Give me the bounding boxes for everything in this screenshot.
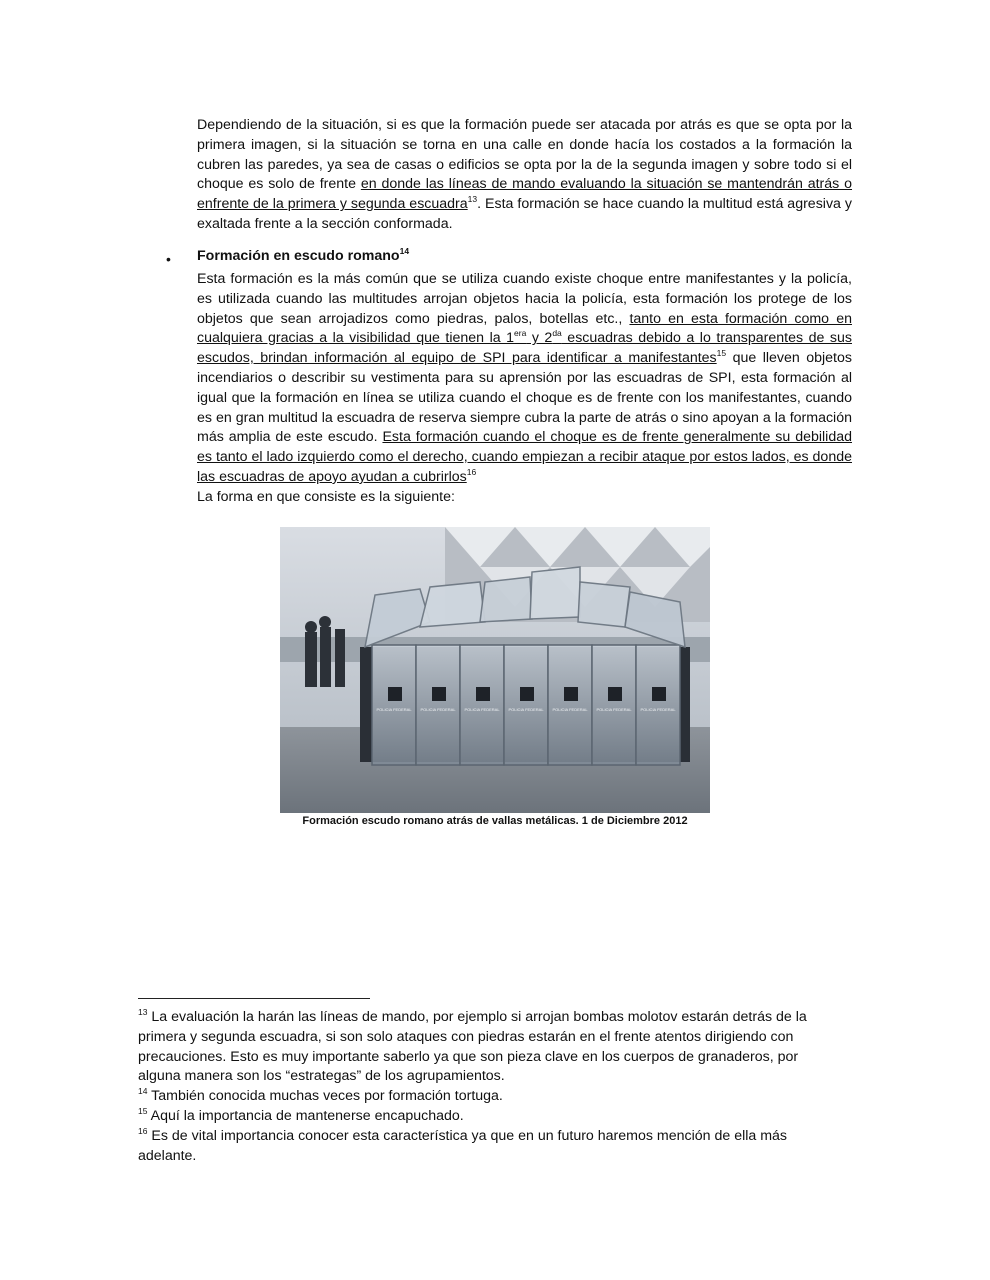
underlined-fragment: y 2	[526, 330, 553, 347]
footnote-number: 14	[138, 1086, 148, 1096]
underlined-fragment: tanto en esta formación como en cualquiera gracias a la visibilidad que tienen la 1	[197, 310, 852, 347]
paragraph-text: Dependiendo de la situación, si es que la formación puede ser atacada por atrás es que se opta por la primera imagen, si la situación se torna en una calle en donde hacía los costados a la formación la cubren las paredes, ya sea de casas o edificios se opta por la de la segunda imagen y sobre todo si el choque es solo de frente	[197, 117, 852, 193]
shield-wall	[360, 567, 690, 765]
paragraph-formation-choice	[197, 116, 852, 235]
heading-text: Formación en escudo romano	[197, 248, 400, 264]
footnote-text: Aquí la importancia de mantenerse encapuchado.	[147, 1108, 464, 1124]
paragraph-escudo-romano	[197, 270, 852, 508]
footnote-ref-16[interactable]: 16	[466, 466, 477, 477]
ordinal-superscript: era	[514, 328, 527, 339]
photo-illustration	[280, 527, 710, 813]
footnote-15	[138, 1107, 838, 1127]
footnote-ref-15[interactable]: 15	[716, 348, 727, 359]
shield-label: POLICIA FEDERAL	[464, 707, 500, 712]
riot-police-photo	[280, 527, 710, 813]
underlined-text: Esta formación cuando el choque es de frente generalmente su debilidad es tanto el lado izquierdo como el derecho, cuando empiezan a recibir ataque por estos lados, es donde las escuadras de apoyo ayudan a cubrirlos	[197, 429, 852, 485]
footnote-ref-13[interactable]: 13	[467, 194, 478, 205]
intro-line: La forma en que consiste es la siguiente:	[197, 488, 455, 505]
paragraph-text: Esta formación es la más común que se utiliza cuando existe choque entre manifestantes y la policía, es utilizada cuando las multitudes arrojan objetos hacia la policía, esta formación los protege de los objetos que sean arrojadizos como piedras, palos, botellas etc.,	[197, 271, 852, 327]
figure-caption: Formación escudo romano atrás de vallas metálicas. 1 de Diciembre 2012	[302, 815, 688, 827]
footnote-number: 13	[138, 1007, 148, 1017]
shield-label: POLICIA FEDERAL	[552, 707, 588, 712]
footnote-separator	[138, 998, 370, 999]
shield-label: POLICIA FEDERAL	[596, 707, 632, 712]
footnote-number: 16	[138, 1126, 148, 1136]
footnote-16	[138, 1127, 838, 1167]
shield-label: POLICIA FEDERAL	[376, 707, 412, 712]
footnote-ref-14[interactable]: 14	[399, 246, 410, 256]
bullet-icon: •	[166, 251, 171, 267]
footnote-14	[138, 1087, 838, 1107]
footnote-text: También conocida muchas veces por formación tortuga.	[147, 1088, 503, 1104]
paragraph-text: . Esta formación se hace cuando la multitud está agresiva y exaltada frente a la sección conformada.	[197, 196, 852, 232]
underlined-text: en donde las líneas de mando evaluando la situación se mantendrán atrás o enfrente de la primera y segunda escuadra	[197, 176, 853, 213]
underlined-fragment: escuadras debido a lo transparentes de sus escudos, brindan información al equipo de SPI para identificar a manifestantes	[197, 330, 852, 367]
shield-label: POLICIA FEDERAL	[420, 707, 456, 712]
footnote-13	[138, 1008, 838, 1087]
ordinal-superscript: da	[552, 328, 562, 339]
footnote-text: La evaluación la harán las líneas de mando, por ejemplo si arrojan bombas molotov estarán detrás de la primera y segunda escuadra, si son solo ataques con piedras estarán en el frente atentos dirigiendo con precauciones. Esto es muy importante saberlo ya que son pieza clave en los cuerpos de granaderos, por alguna manera son los “estrategas” de los agrupamientos.	[138, 1009, 807, 1085]
shield-labels	[376, 707, 676, 712]
footnote-number: 15	[138, 1106, 148, 1116]
section-heading	[197, 248, 409, 264]
footnote-text: Es de vital importancia conocer esta característica ya que en un futuro haremos mención de ella más adelante.	[138, 1128, 788, 1164]
paragraph-text: que lleven objetos incendiarios o describir su vestimenta para su aprensión por las escuadras de SPI, esta formación al igual que la formación en línea se utiliza cuando el choque es de frente con los manifestantes, cuando es en gran multitud la escuadra de reserva siempre cubra la parte de atrás o sino apoyan a la formación más amplia de este escudo.	[197, 350, 852, 446]
shield-label: POLICIA FEDERAL	[640, 707, 676, 712]
shield-label: POLICIA FEDERAL	[508, 707, 544, 712]
